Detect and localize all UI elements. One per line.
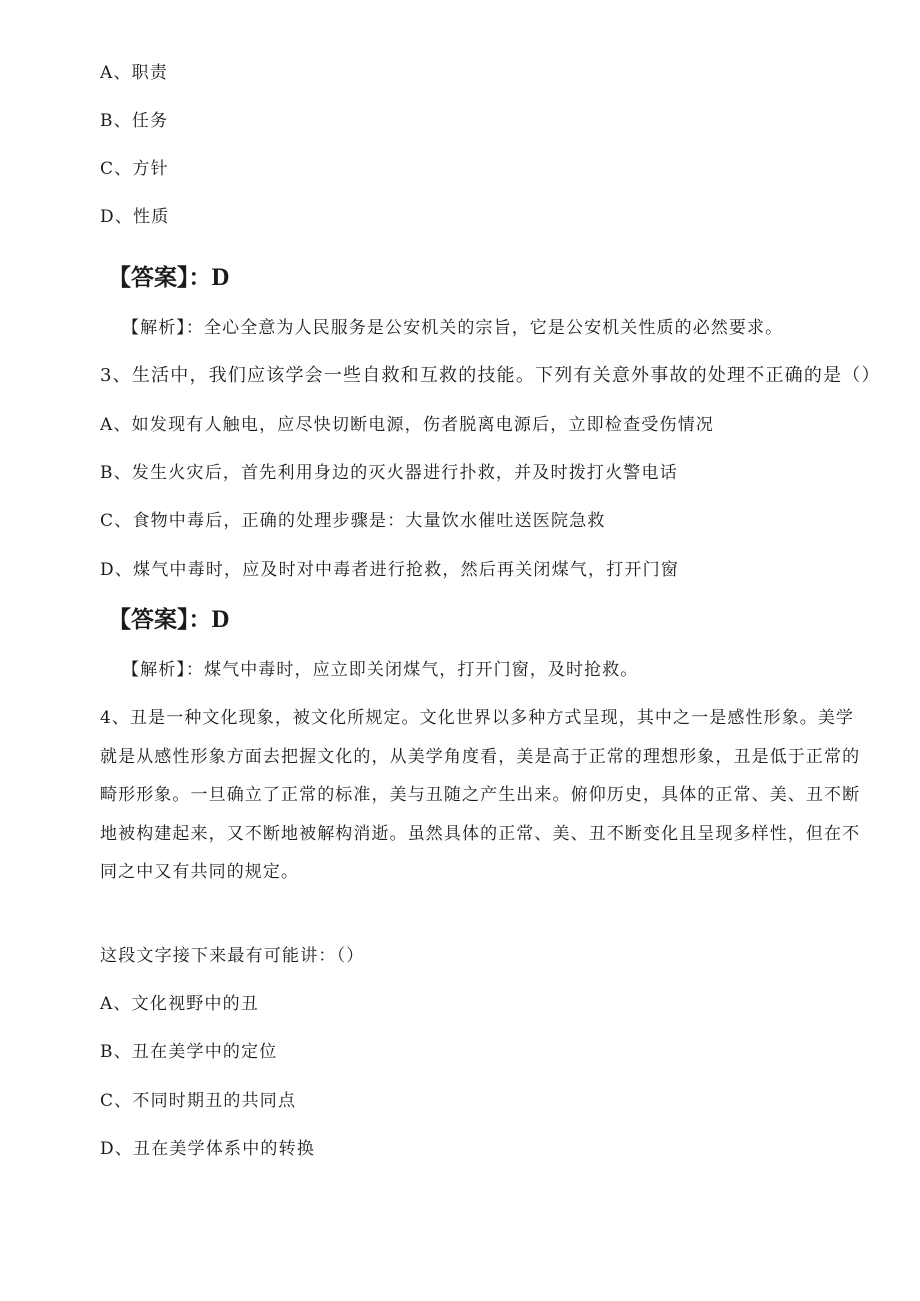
q4-option-a: A、文化视野中的丑 <box>100 994 260 1014</box>
q3-option-a: A、如发现有人触电，应尽快切断电源，伤者脱离电源后，立即检查受伤情况 <box>100 415 715 435</box>
q2-answer-label: 【答案】： <box>108 265 212 291</box>
q3-answer <box>108 606 230 634</box>
q4-option-c: C、不同时期丑的共同点 <box>100 1091 297 1111</box>
q3-option-d: D、煤气中毒时，应及时对中毒者进行抢救，然后再关闭煤气，打开门窗 <box>100 560 680 580</box>
q2-answer-value: D <box>211 264 230 291</box>
q4-option-d: D、丑在美学体系中的转换 <box>100 1139 316 1159</box>
q3-option-c: C、食物中毒后，正确的处理步骤是：大量饮水催吐送医院急救 <box>100 511 606 531</box>
q2-option-d: D、性质 <box>100 207 170 227</box>
q2-answer <box>108 264 230 292</box>
q3-explanation: 【解析】：煤气中毒时，应立即关闭煤气，打开门窗，及时抢救。 <box>122 660 639 680</box>
q2-option-b: B、任务 <box>100 111 169 131</box>
q3-option-b: B、发生火灾后，首先利用身边的灭火器进行扑救，并及时拨打火警电话 <box>100 463 678 483</box>
q2-explanation: 【解析】：全心全意为人民服务是公安机关的宗旨，它是公安机关性质的必然要求。 <box>122 318 784 338</box>
q4-option-b: B、丑在美学中的定位 <box>100 1042 278 1062</box>
q2-option-a: A、职责 <box>100 63 169 83</box>
q2-option-c: C、方针 <box>100 159 169 179</box>
q4-paragraph: 4、丑是一种文化现象，被文化所规定。文化世界以多种方式呈现，其中之一是感性形象。美学就是从感性形象方面去把握文化的，从美学角度看，美是高于正常的理想形象，丑是低于正常的畸形形象。一旦确立了正常的标准，美与丑随之产生出来。俯仰历史，具体的正常、美、丑不断地被构建起来，又不断地被解构消逝。虽然具体的正常、美、丑不断变化且呈现多样性，但在不同之中又有共同的规定。 <box>100 708 861 882</box>
q3-answer-label: 【答案】： <box>108 607 212 633</box>
q3-answer-value: D <box>211 606 230 633</box>
q4-prompt: 这段文字接下来最有可能讲：（） <box>100 946 365 966</box>
q3-question: 3、生活中，我们应该学会一些自救和互救的技能。下列有关意外事故的处理不正确的是（） <box>100 365 881 386</box>
